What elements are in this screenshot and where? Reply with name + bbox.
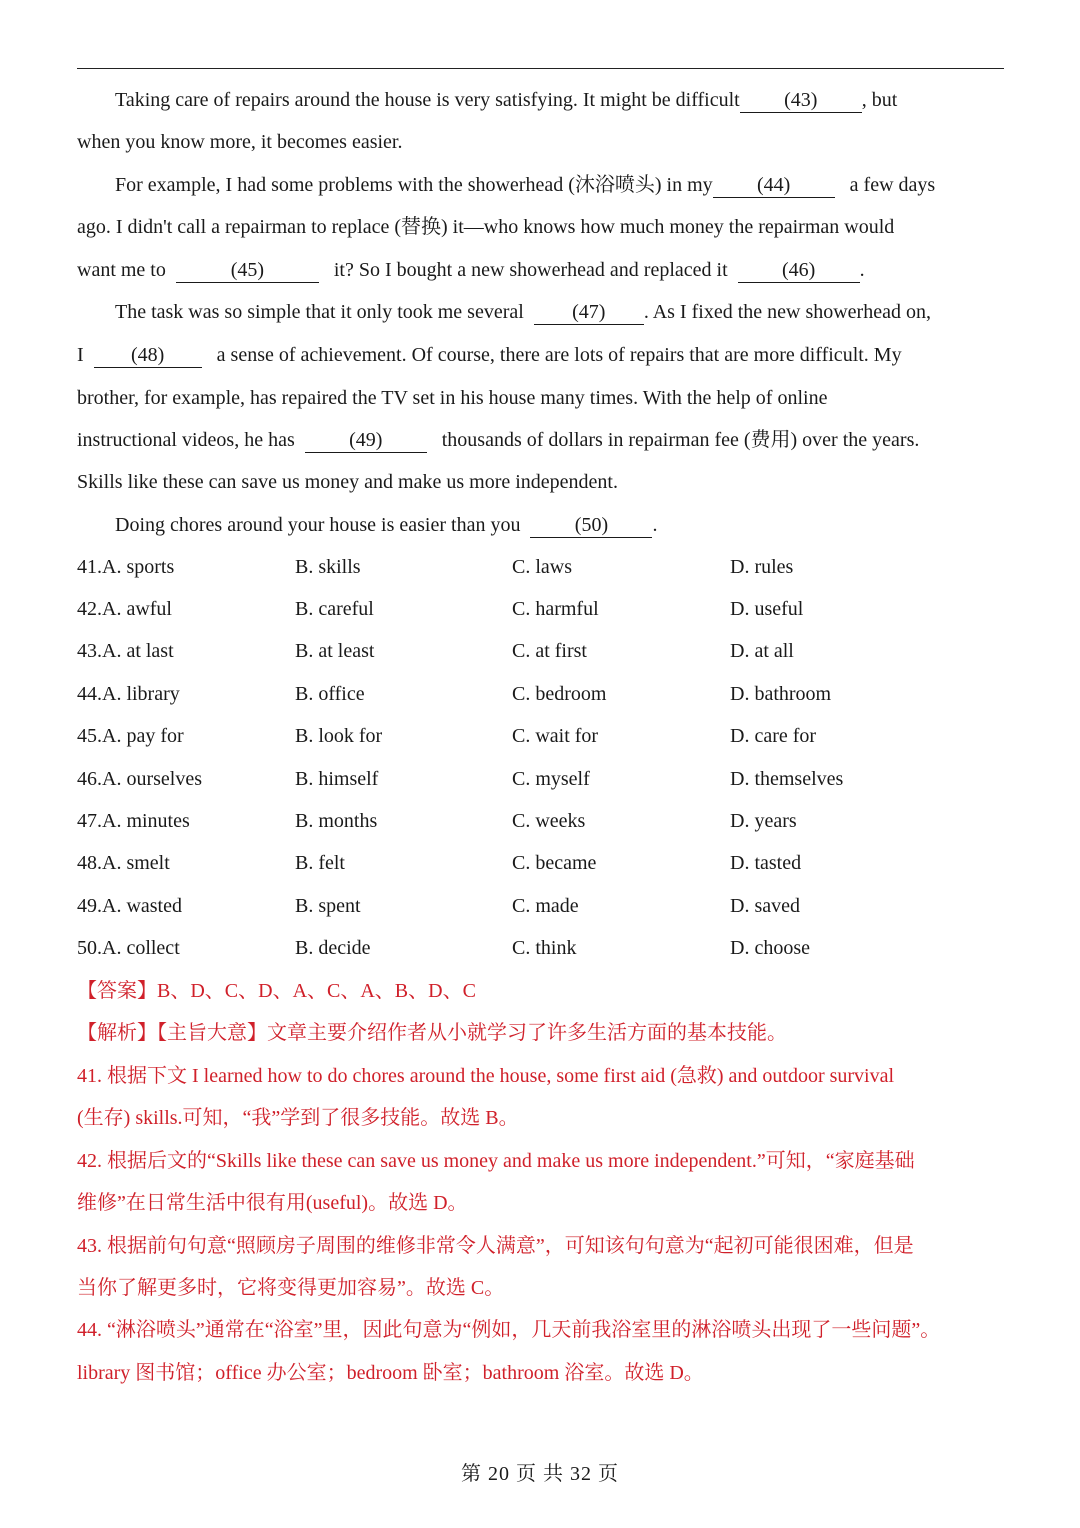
passage-line: The task was so simple that it only took me several (47) . As I fixed the new showerhead on, — [115, 301, 931, 323]
option-d: D. years — [730, 810, 797, 832]
option-b: B. decide — [295, 937, 371, 959]
option-row-42 — [77, 595, 977, 623]
passage-line: Taking care of repairs around the house is very satisfying. It might be difficult (43) , but — [115, 89, 898, 111]
option-d: D. useful — [730, 598, 804, 620]
option-a: 48.A. smelt — [77, 852, 170, 874]
blank-45: (45) — [176, 258, 319, 283]
option-c: C. wait for — [512, 725, 599, 747]
option-row-47 — [77, 807, 977, 835]
answer-key: 【答案】B、D、C、D、A、C、A、B、D、C — [77, 980, 476, 1002]
option-b: B. look for — [295, 725, 383, 747]
option-d: D. tasted — [730, 852, 802, 874]
option-b: B. felt — [295, 852, 345, 874]
passage-line: brother, for example, has repaired the TV set in his house many times. With the help of online — [77, 387, 828, 409]
explanation-41-cont: (生存) skills.可知，“我”学到了很多技能。故选 B。 — [77, 1107, 519, 1129]
option-c: C. bedroom — [512, 683, 607, 705]
option-c: C. think — [512, 937, 577, 959]
passage-line: I (48) a sense of achievement. Of course, there are lots of repairs that are more difficult. My — [77, 344, 902, 366]
option-b: B. at least — [295, 640, 375, 662]
option-row-45 — [77, 722, 977, 750]
option-d: D. choose — [730, 937, 810, 959]
blank-44: (44) — [713, 173, 835, 198]
passage-line: ago. I didn't call a repairman to replace (替换) it—who knows how much money the repairman would — [77, 216, 895, 238]
option-c: C. weeks — [512, 810, 586, 832]
passage-line: want me to (45) it? So I bought a new showerhead and replaced it (46) . — [77, 259, 865, 281]
explanation-41: 41. 根据下文 I learned how to do chores around the house, some first aid (急救) and outdoor survival — [77, 1065, 895, 1087]
option-a: 41.A. sports — [77, 556, 175, 578]
passage-line: instructional videos, he has (49) thousands of dollars in repairman fee (费用) over the years. — [77, 429, 920, 451]
explanation-42: 42. 根据后文的“Skills like these can save us money and make us more independent.”可知，“家庭基础 — [77, 1150, 915, 1172]
option-c: C. harmful — [512, 598, 599, 620]
option-a: 43.A. at last — [77, 640, 174, 662]
blank-48: (48) — [94, 343, 202, 368]
blank-47: (47) — [534, 300, 644, 325]
option-c: C. myself — [512, 768, 590, 790]
passage-line: Doing chores around your house is easier than you (50) . — [115, 514, 658, 536]
option-d: D. care for — [730, 725, 817, 747]
option-row-46 — [77, 765, 977, 793]
option-d: D. themselves — [730, 768, 844, 790]
option-b: B. careful — [295, 598, 374, 620]
explanation-43-cont: 当你了解更多时，它将变得更加容易”。故选 C。 — [77, 1277, 505, 1299]
option-row-48 — [77, 849, 977, 877]
passage-line: For example, I had some problems with the showerhead (沐浴喷头) in my (44) a few days — [115, 174, 936, 196]
page-footer: 第 20 页 共 32 页 — [461, 1463, 619, 1485]
option-c: C. at first — [512, 640, 587, 662]
passage-line: when you know more, it becomes easier. — [77, 131, 403, 153]
blank-49: (49) — [305, 428, 427, 453]
header-rule — [77, 68, 1004, 69]
option-b: B. himself — [295, 768, 379, 790]
option-d: D. bathroom — [730, 683, 832, 705]
option-b: B. skills — [295, 556, 361, 578]
option-b: B. months — [295, 810, 378, 832]
option-d: D. rules — [730, 556, 794, 578]
option-a: 42.A. awful — [77, 598, 172, 620]
explanation-44: 44. “淋浴喷头”通常在“浴室”里，因此句意为“例如，几天前我浴室里的淋浴喷头出现了一些问题”。 — [77, 1319, 941, 1341]
option-b: B. office — [295, 683, 365, 705]
option-c: C. became — [512, 852, 597, 874]
option-a: 44.A. library — [77, 683, 180, 705]
explanation-42-cont: 维修”在日常生活中很有用(useful)。故选 D。 — [77, 1192, 468, 1214]
option-row-50 — [77, 934, 977, 962]
option-c: C. laws — [512, 556, 572, 578]
option-a: 50.A. collect — [77, 937, 180, 959]
explanation-43: 43. 根据前句句意“照顾房子周围的维修非常令人满意”，可知该句句意为“起初可能很困难，但是 — [77, 1235, 914, 1257]
option-b: B. spent — [295, 895, 361, 917]
blank-43: (43) — [740, 88, 862, 113]
option-d: D. at all — [730, 640, 794, 662]
option-a: 45.A. pay for — [77, 725, 184, 747]
option-d: D. saved — [730, 895, 800, 917]
option-c: C. made — [512, 895, 579, 917]
analysis-heading: 【解析】【主旨大意】文章主要介绍作者从小就学习了许多生活方面的基本技能。 — [77, 1022, 787, 1044]
option-row-43 — [77, 637, 977, 665]
option-a: 47.A. minutes — [77, 810, 190, 832]
option-a: 46.A. ourselves — [77, 768, 202, 790]
blank-46: (46) — [738, 258, 860, 283]
option-row-44 — [77, 680, 977, 708]
explanation-44-cont: library 图书馆；office 办公室；bedroom 卧室；bathroom 浴室。故选 D。 — [77, 1362, 704, 1384]
option-row-49 — [77, 892, 977, 920]
passage-line: Skills like these can save us money and make us more independent. — [77, 471, 618, 493]
option-row-41 — [77, 553, 977, 581]
option-a: 49.A. wasted — [77, 895, 182, 917]
blank-50: (50) — [530, 513, 652, 538]
